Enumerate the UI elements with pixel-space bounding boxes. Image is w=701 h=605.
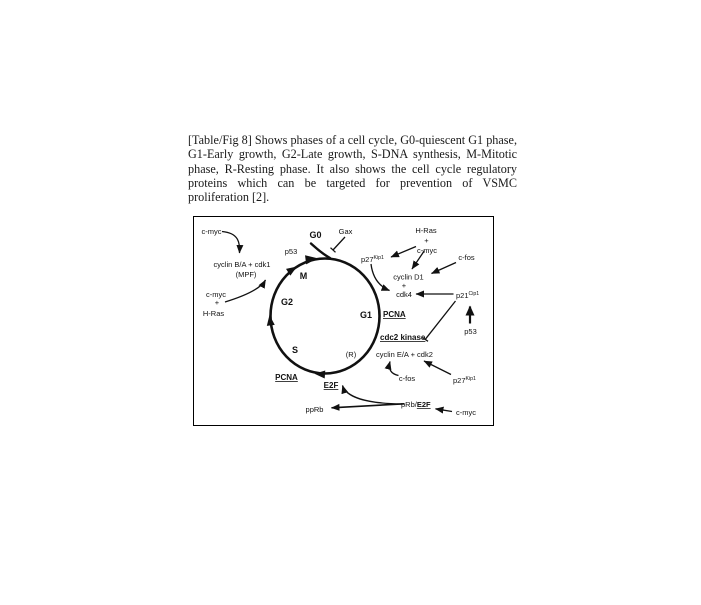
label-hras-right: H-Ras — [415, 226, 437, 235]
label-plus-d1: + — [401, 281, 407, 290]
label-cfos-bottom: c-fos — [398, 374, 416, 383]
label-cmyc-right: c-myc — [417, 246, 437, 255]
label-cmyc-bottom: c-myc — [456, 408, 476, 417]
phase-label-g2: G2 — [280, 297, 294, 307]
cycle-arrowhead-top-icon — [305, 254, 318, 265]
p21-inhibition-line — [425, 301, 455, 339]
label-restriction-point: (R) — [345, 350, 357, 359]
label-cfos-top: c-fos — [458, 253, 475, 262]
cell-cycle-diagram — [194, 217, 493, 425]
label-p53-right: p53 — [464, 327, 477, 336]
arrow-cmyc-to-cyclinB — [222, 232, 240, 254]
label-cmyc-left: c-myc — [206, 290, 226, 299]
label-p27kip1-top: $p27^{Kip1}$ — [361, 255, 384, 264]
label-pcna-left: PCNA — [275, 373, 298, 382]
arrow-p27-to-cdk4 — [371, 264, 390, 291]
caption-line: phase, R-Resting phase. It also shows the cell cycle regulatory — [188, 161, 517, 176]
arrow-cmyc-hras-to-mpf — [225, 280, 266, 302]
arrow-hras-cmyc-to-p27 — [391, 247, 416, 258]
arrow-cfos-to-cyclinE — [389, 362, 398, 376]
label-cyclinB-cdk1: cyclin B/A + cdk1 — [213, 260, 271, 269]
cycle-arrowhead-bottom-icon — [314, 370, 325, 379]
label-gax: Gax — [338, 227, 353, 236]
label-p21cip1: $p21^{Cip1}$ — [456, 291, 480, 300]
cycle-arrowhead-left-icon — [266, 315, 275, 326]
label-plus-right: + — [424, 236, 429, 245]
label-mpf: (MPF) — [235, 270, 257, 279]
label-hras-left: H-Ras — [202, 309, 225, 318]
phase-label-s: S — [291, 345, 299, 355]
label-cmyc-topleft: c-myc — [201, 227, 222, 236]
arrow-prb-to-e2f — [343, 386, 403, 405]
caption-line: proliferation [2]. — [188, 190, 270, 205]
caption-line: G1-Early growth, G2-Late growth, S-DNA synthesis, M-Mitotic — [188, 147, 517, 162]
label-p27kip1-bottom: $p27^{Kip1}$ — [453, 376, 476, 385]
label-pcna-right: PCNA — [383, 310, 406, 319]
label-cyclinD1: cyclin D1 — [393, 272, 424, 282]
cell-cycle-figure-box — [193, 216, 494, 426]
label-e2f: E2F — [323, 381, 339, 390]
label-prb-e2f: pRb/E2F — [401, 400, 431, 409]
phase-label-g1: G1 — [359, 310, 373, 320]
caption-line: proteins which can be targeted for prevention of VSMC — [188, 175, 517, 190]
phase-label-g0: G0 — [309, 230, 322, 240]
phase-label-m: M — [299, 271, 308, 281]
gax-inhibition-line — [333, 237, 345, 250]
caption-line: [Table/Fig 8] Shows phases of a cell cycle, G0-quiescent G1 phase, — [188, 133, 517, 147]
label-p53-top: p53 — [284, 247, 298, 256]
label-cdk4: cdk4 — [396, 290, 412, 299]
arrow-prb-to-pprb — [332, 404, 405, 408]
figure-caption — [188, 133, 517, 204]
label-cdc2-kinase: cdc2 kinase — [380, 333, 426, 342]
label-cyclinE-cdk2: cyclin E/A + cdk2 — [376, 350, 433, 359]
arrow-cfos-to-cyclinD1 — [432, 263, 457, 274]
arrow-cmyc-to-prb — [436, 409, 453, 412]
label-pprb: ppRb — [305, 405, 324, 414]
arrow-p27-to-cdk2 — [424, 361, 451, 375]
label-plus-left: + — [214, 298, 220, 307]
g0-exit-branch — [311, 244, 330, 259]
